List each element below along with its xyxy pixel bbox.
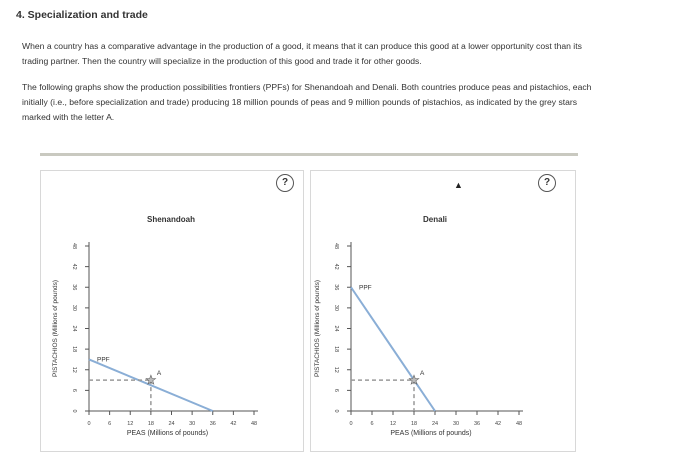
graphs-line-2: initially (i.e., before specialization and trade) producing 18 million pounds of peas and 9 million pounds of pistachios, as indicated by the grey stars [22,97,578,107]
y-tick-label: 42 [71,263,77,270]
intro-paragraph [22,39,662,69]
graphs-line-3: marked with the letter A. [22,112,115,122]
denali-help-icon[interactable]: ? [538,174,556,192]
x-tick-label: 30 [452,421,460,427]
x-tick-label: 30 [189,421,196,427]
mouse-cursor-icon: ▲ [454,180,463,190]
y-tick-label: 6 [71,388,77,392]
y-tick-label: 12 [333,366,339,373]
y-tick-label: 30 [333,304,339,311]
x-tick-label: 18 [147,421,154,427]
y-tick-label: 48 [71,242,77,250]
y-tick-label: 36 [71,284,77,291]
x-tick-label: 24 [168,421,175,427]
y-tick-label: 42 [333,263,339,270]
intro-line-2: trading partner. Then the country will specialize in the production of this good and trade it for other goods. [22,56,422,66]
x-tick-label: 36 [209,421,216,427]
x-tick-label: 0 [87,421,91,427]
ppf-line [351,287,435,411]
x-tick-label: 6 [370,421,374,427]
denali-graph-panel [310,170,576,452]
shenandoah-chart [41,171,303,451]
x-tick-label: 42 [230,421,237,427]
y-tick-label: 0 [333,409,339,413]
x-tick-label: 24 [431,421,439,427]
graphs-paragraph [22,80,662,125]
x-tick-label: 42 [494,421,502,427]
x-tick-label: 18 [410,421,418,427]
x-axis-label: PEAS (Millions of pounds) [126,430,209,437]
page-title: 4. Specialization and trade [16,9,148,21]
y-tick-label: 24 [333,325,339,332]
point-a-label: A [420,370,425,378]
shenandoah-help-icon[interactable]: ? [276,174,294,192]
ppf-label: PPF [359,284,372,292]
section-divider [40,153,578,156]
x-axis-label: PEAS (Millions of pounds) [390,430,472,437]
x-tick-label: 12 [389,421,397,427]
point-a-label: A [156,370,162,378]
denali-graph-title: Denali [423,215,448,224]
y-axis-label: PISTACHIOS (Millions of pounds) [314,279,321,378]
y-tick-label: 6 [333,388,339,392]
shenandoah-graph-panel [40,170,304,452]
y-tick-label: 36 [333,284,339,291]
x-tick-label: 48 [515,421,523,427]
x-tick-label: 36 [473,421,481,427]
y-axis-label: PISTACHIOS (Millions of pounds) [52,279,59,378]
y-tick-label: 48 [333,242,339,250]
ppf-label: PPF [97,356,110,364]
graphs-line-1: The following graphs show the production possibilities frontiers (PPFs) for Shenandoah and Denali. Both countries produce peas and pistachios, each [22,82,592,92]
y-tick-label: 12 [71,366,77,373]
x-tick-label: 0 [349,421,353,427]
y-tick-label: 24 [71,325,77,332]
x-tick-label: 48 [250,421,258,427]
intro-line-1: When a country has a comparative advantage in the production of a good, it means that it can produce this good at a lower opportunity cost than its [22,41,582,51]
shenandoah-graph-title: Shenandoah [147,215,196,224]
x-tick-label: 12 [127,421,134,427]
denali-chart [311,171,575,451]
y-tick-label: 18 [333,346,339,353]
y-tick-label: 18 [71,346,77,353]
y-tick-label: 30 [71,304,77,311]
x-tick-label: 6 [108,421,112,427]
y-tick-label: 0 [71,409,77,413]
